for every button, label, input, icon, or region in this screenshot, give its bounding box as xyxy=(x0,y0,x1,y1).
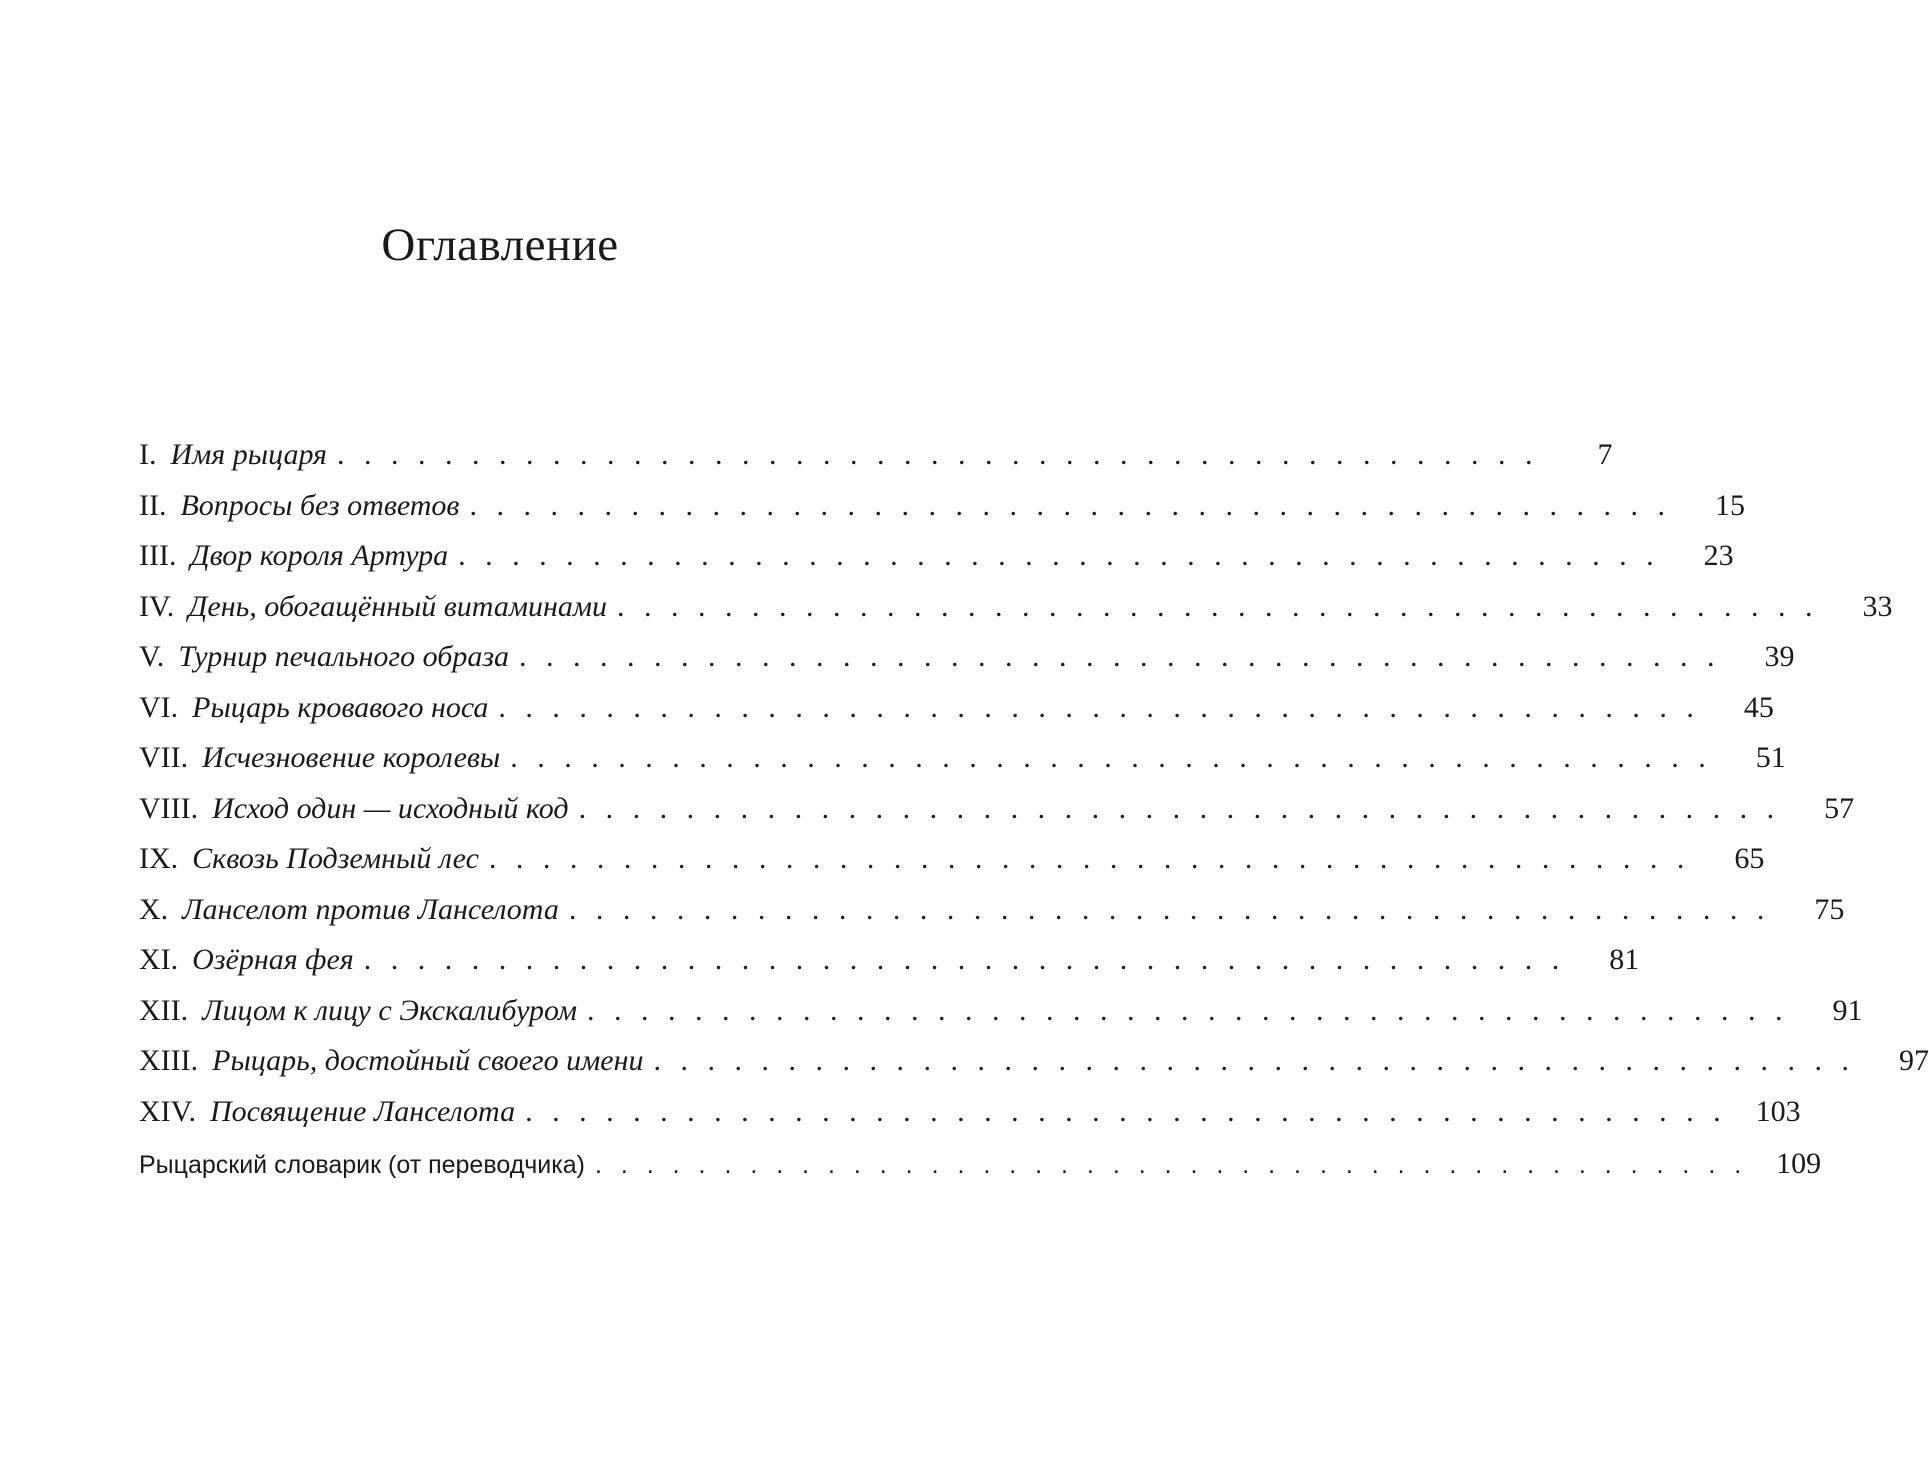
chapter-number: VIII. xyxy=(139,791,199,825)
toc-entry-4[interactable] xyxy=(139,582,1893,633)
chapter-number: III. xyxy=(139,539,177,572)
toc-entry-12[interactable] xyxy=(139,986,1863,1037)
page-number: 45 xyxy=(1743,690,1774,724)
toc-entry-10[interactable] xyxy=(139,885,1845,936)
page-number: 75 xyxy=(1814,892,1845,926)
page-number: 23 xyxy=(1703,539,1734,572)
dot-leader: . . . . . . . . . . . . . . . . . . . . . . . . . . . . . . . . . . . . . . . . . . . . . xyxy=(519,640,1721,673)
chapter-number: XI. xyxy=(139,943,179,976)
chapter-title: Вопросы без ответов xyxy=(180,488,460,522)
chapter-title: Рыцарь кровавого носа xyxy=(192,690,489,724)
chapter-title: Двор короля Артура xyxy=(190,539,449,572)
toc-entry-5[interactable] xyxy=(139,632,1795,683)
toc-entry-13[interactable] xyxy=(139,1036,1929,1087)
chapter-title: Посвящение Ланселота xyxy=(209,1094,516,1128)
chapter-number: XII. xyxy=(139,993,189,1027)
dot-leader: . . . . . . . . . . . . . . . . . . . . . . . . . . . . . . . . . . . . . . . . . . . . . xyxy=(498,690,1700,724)
dot-leader: . . . . . . . . . . . . . . . . . . . . . . . . . . . . . . . . . . . . . . . . . . . . . xyxy=(587,993,1789,1027)
dot-leader: . . . . . . . . . . . . . . . . . . . . . . . . . . . . . . . . . . . . . . . . . . . . . xyxy=(458,539,1660,572)
dot-leader: . . . . . . . . . . . . . . . . . . . . . . . . . . . . . . . . . . . . . . . . . . . . . xyxy=(337,438,1539,471)
dot-leader: . . . . . . . . . . . . . . . . . . . . . . . . . . . . . . . . . . . . . . . . . . . . . xyxy=(510,741,1712,774)
chapter-number: VII. xyxy=(139,741,189,774)
toc-entry-1[interactable] xyxy=(139,430,1613,481)
chapter-title: Озёрная фея xyxy=(192,943,354,976)
page-number: 39 xyxy=(1764,640,1795,673)
chapter-number: XIII. xyxy=(139,1044,199,1077)
toc-entry-9[interactable] xyxy=(139,834,1765,885)
page-title: Оглавление xyxy=(381,219,619,271)
dot-leader: . . . . . . . . . . . . . . . . . . . . . . . . . . . . . . . . . . . . . . . . . . . . . xyxy=(469,488,1671,522)
toc-entry-11[interactable] xyxy=(139,935,1640,986)
page-number: 57 xyxy=(1824,791,1855,825)
dot-leader: . . . . . . . . . . . . . . . . . . . . . . . . . . . . . . . . . . . . . . . . . . . . . xyxy=(363,943,1566,976)
page-number: 103 xyxy=(1755,1094,1801,1128)
dot-leader: . . . . . . . . . . . . . . . . . . . . . . . . . . . . . . . . . . . . . . . . . . . . . xyxy=(525,1094,1727,1128)
dot-leader: . . . . . . . . . . . . . . . . . . . . . . . . . . . . . . . . . . . . . . . . . . . . . xyxy=(488,842,1691,875)
toc-entry-appendix[interactable] xyxy=(139,1139,1822,1190)
toc-entry-3[interactable] xyxy=(139,531,1734,582)
chapter-title: Лицом к лицу с Экскалибуром xyxy=(202,993,578,1027)
page-number: 33 xyxy=(1862,589,1893,623)
page-number: 7 xyxy=(1597,438,1613,471)
chapter-number: I. xyxy=(139,438,157,471)
dot-leader: . . . . . . . . . . . . . . . . . . . . . . . . . . . . . . . . . . . . . . . . . . . . . xyxy=(568,892,1771,926)
toc-entry-14[interactable] xyxy=(139,1087,1801,1138)
chapter-title: Сквозь Подземный лес xyxy=(192,842,479,875)
chapter-title: Исчезновение королевы xyxy=(202,741,501,774)
page-number: 109 xyxy=(1776,1147,1822,1180)
chapter-number: XIV. xyxy=(139,1094,196,1128)
page-number: 91 xyxy=(1832,993,1863,1027)
toc-entry-8[interactable] xyxy=(139,784,1855,835)
chapter-title: Рыцарь, достойный своего имени xyxy=(212,1044,644,1077)
chapter-title: Ланселот против Ланселота xyxy=(182,892,559,926)
toc-entry-2[interactable] xyxy=(139,481,1745,532)
page-number: 97 xyxy=(1898,1044,1929,1077)
chapter-number: IV. xyxy=(139,589,175,623)
chapter-number: IX. xyxy=(139,842,179,875)
page-number: 65 xyxy=(1734,842,1765,875)
page-number: 15 xyxy=(1714,488,1745,522)
chapter-title: Исход один — исходный код xyxy=(212,791,569,825)
appendix-title: Рыцарский словарик (от переводчика) xyxy=(139,1151,585,1179)
chapter-number: V. xyxy=(139,640,165,673)
chapter-title: Турнир печального образа xyxy=(178,640,510,673)
chapter-number: VI. xyxy=(139,690,179,724)
dot-leader: . . . . . . . . . . . . . . . . . . . . . . . . . . . . . . . . . . . . . . . . . . . . . xyxy=(594,1151,1748,1179)
dot-leader: . . . . . . . . . . . . . . . . . . . . . . . . . . . . . . . . . . . . . . . . . . . . . xyxy=(578,791,1781,825)
chapter-number: II. xyxy=(139,488,167,522)
page-number: 51 xyxy=(1755,741,1786,774)
toc-entry-6[interactable] xyxy=(139,683,1774,734)
page-number: 81 xyxy=(1609,943,1640,976)
dot-leader: . . . . . . . . . . . . . . . . . . . . . . . . . . . . . . . . . . . . . . . . . . . . . xyxy=(617,589,1819,623)
chapter-title: День, обогащённый витаминами xyxy=(188,589,608,623)
toc-entry-7[interactable] xyxy=(139,733,1786,784)
table-of-contents xyxy=(139,430,1929,1190)
chapter-number: X. xyxy=(139,892,169,926)
chapter-title: Имя рыцаря xyxy=(170,438,327,471)
dot-leader: . . . . . . . . . . . . . . . . . . . . . . . . . . . . . . . . . . . . . . . . . . . . . xyxy=(653,1044,1855,1077)
